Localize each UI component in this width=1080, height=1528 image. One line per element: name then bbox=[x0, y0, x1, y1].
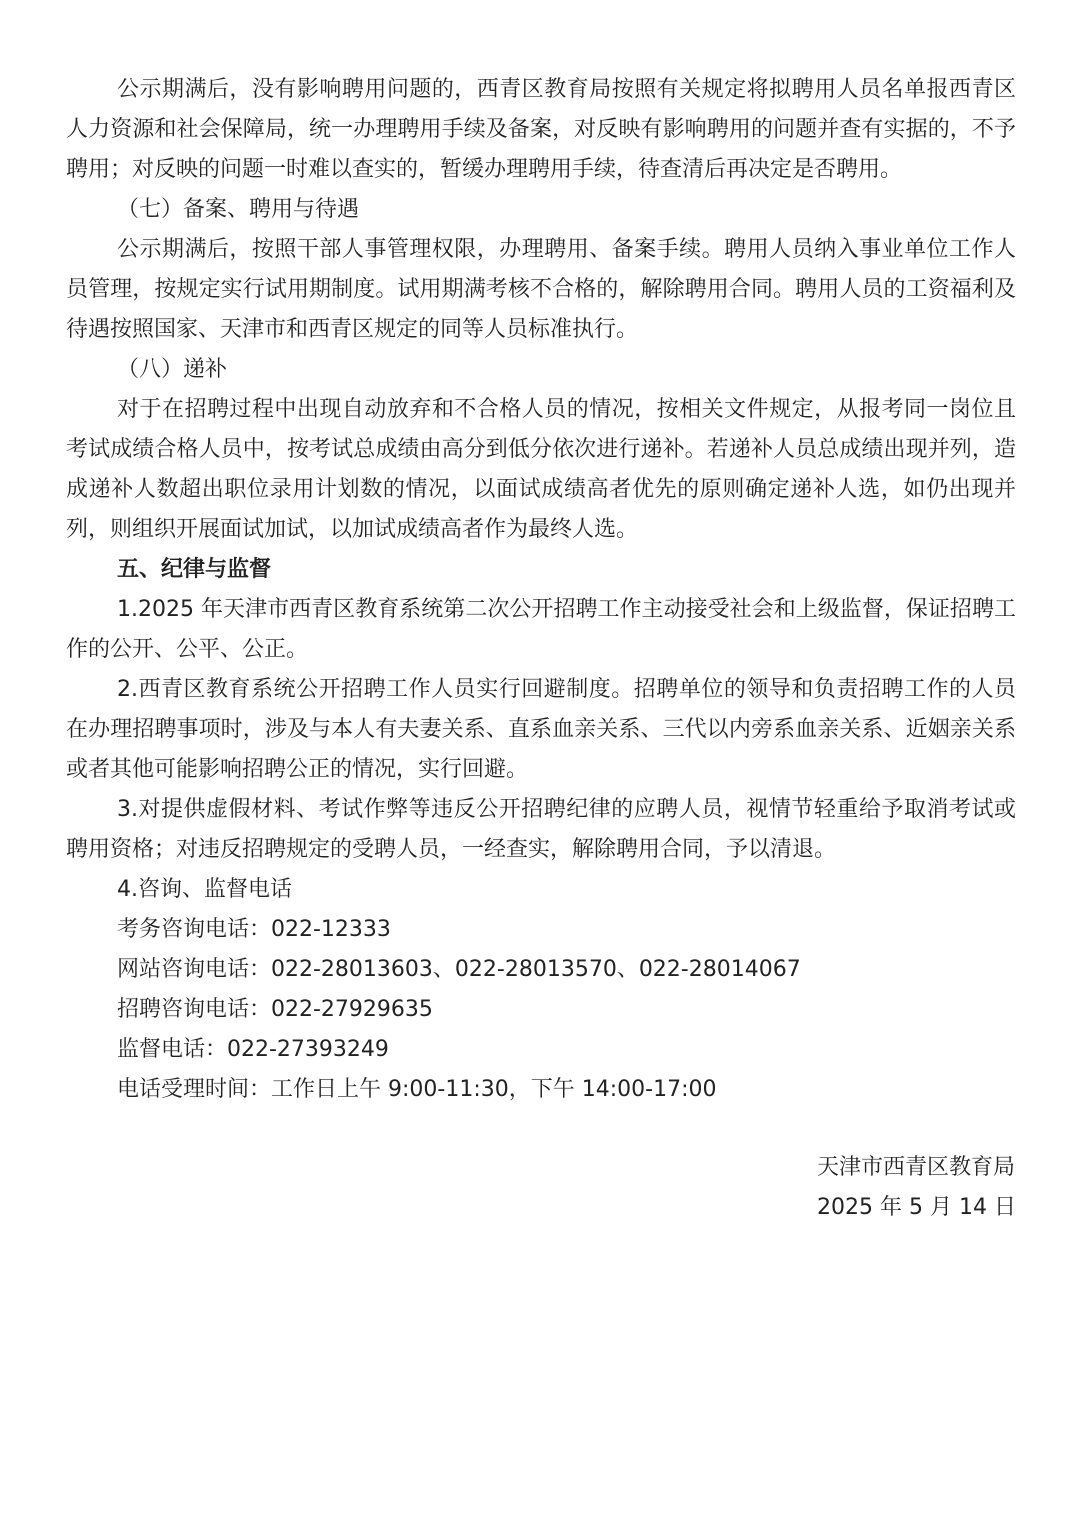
contact-recruitment-phone: 招聘咨询电话：022-27929635 bbox=[117, 997, 433, 1022]
section-heading-filing-employment: （七）备案、聘用与待遇 bbox=[117, 197, 360, 222]
paragraph-recusal: 2.西青区教育系统公开招聘工作人员实行回避制度。招聘单位的领导和负责招聘工作的人员在办理招聘事项时，涉及与本人有夫妻关系、直系血亲关系、三代以内旁系血亲关系、近姻亲关系或者其他可能影响招聘公正的情况，实行回避。 bbox=[66, 677, 1016, 782]
document-body bbox=[66, 70, 1016, 1110]
signature-date: 2025 年 5 月 14 日 bbox=[817, 1195, 1016, 1220]
contact-exam-phone: 考务咨询电话：022-12333 bbox=[117, 917, 391, 942]
paragraph-publicity-result: 公示期满后，没有影响聘用问题的，西青区教育局按照有关规定将拟聘用人员名单报西青区人力资源和社会保障局，统一办理聘用手续及备案，对反映有影响聘用的问题并查有实据的，不予聘用；对反映的问题一时难以查实的，暂缓办理聘用手续，待查清后再决定是否聘用。 bbox=[66, 77, 1016, 182]
paragraph-replacement: 对于在招聘过程中出现自动放弃和不合格人员的情况，按相关文件规定，从报考同一岗位且考试成绩合格人员中，按考试总成绩由高分到低分依次进行递补。若递补人员总成绩出现并列，造成递补人数超出职位录用计划数的情况，以面试成绩高者优先的原则确定递补人选，如仍出现并列，则组织开展面试加试，以加试成绩高者作为最终人选。 bbox=[66, 397, 1016, 542]
section-heading-discipline: 五、纪律与监督 bbox=[117, 557, 272, 582]
paragraph-violations: 3.对提供虚假材料、考试作弊等违反公开招聘纪律的应聘人员，视情节轻重给予取消考试或聘用资格；对违反招聘规定的受聘人员，一经查实，解除聘用合同，予以清退。 bbox=[66, 797, 1016, 862]
section-heading-replacement: （八）递补 bbox=[117, 357, 228, 382]
paragraph-supervision: 1.2025 年天津市西青区教育系统第二次公开招聘工作主动接受社会和上级监督，保证招聘工作的公开、公平、公正。 bbox=[66, 597, 1016, 662]
paragraph-filing-employment: 公示期满后，按照干部人事管理权限，办理聘用、备案手续。聘用人员纳入事业单位工作人员管理，按规定实行试用期制度。试用期满考核不合格的，解除聘用合同。聘用人员的工资福利及待遇按照国家、天津市和西青区规定的同等人员标准执行。 bbox=[66, 237, 1016, 342]
contact-website-phone: 网站咨询电话：022-28013603、022-28013570、022-28014067 bbox=[117, 957, 801, 982]
contact-hours: 电话受理时间：工作日上午 9:00-11:30，下午 14:00-17:00 bbox=[117, 1077, 717, 1102]
contact-heading: 4.咨询、监督电话 bbox=[117, 877, 292, 902]
signature-organization: 天津市西青区教育局 bbox=[817, 1155, 1016, 1180]
signature-block bbox=[817, 1148, 1016, 1228]
contact-supervision-phone: 监督电话：022-27393249 bbox=[117, 1037, 389, 1062]
